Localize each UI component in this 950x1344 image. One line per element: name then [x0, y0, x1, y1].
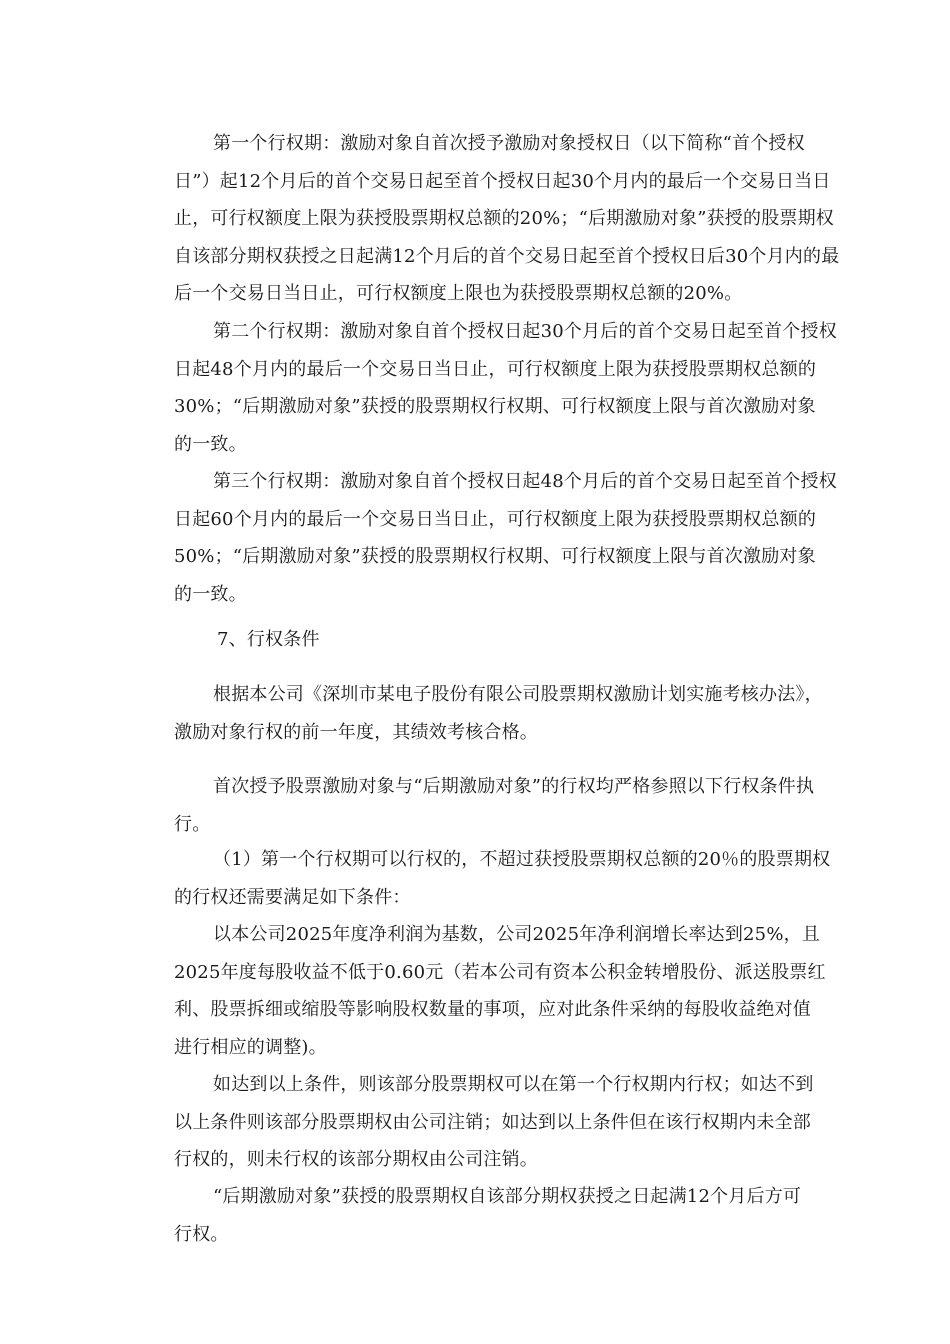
- text-line: 第一个行权期：激励对象自首次授予激励对象授权日（以下简称“首个授权: [213, 133, 805, 154]
- text-line: 以上条件则该部分股票期权由公司注销；如达到以上条件但在该行权期内未全部: [174, 1111, 811, 1133]
- paragraph-exercise-period-2: [135, 313, 835, 463]
- text-line: 行权。: [174, 1223, 229, 1245]
- text-line: 自该部分期权获授之日起满12个月后的首个交易日起至首个授权日后30个月内的最: [174, 245, 840, 267]
- text-line: 第三个行权期：激励对象自首个授权日起48个月后的首个交易日起至首个授权: [213, 471, 837, 492]
- text-line: 行权的，则未行权的该部分期权由公司注销。: [174, 1149, 538, 1170]
- text-line: 首次授予股票激励对象与“后期激励对象”的行权均严格参照以下行权条件执: [213, 776, 815, 797]
- paragraph-cancellation-rule: [135, 1066, 835, 1179]
- text-line: 日起60个月内的最后一个交易日当日止，可行权额度上限为获授股票期权总额的: [174, 508, 817, 530]
- paragraph-condition-1: [135, 841, 835, 916]
- paragraph-exercise-period-1: [135, 125, 840, 313]
- paragraph-exercise-period-3: [135, 463, 835, 613]
- text-line: 止，可行权额度上限为获授股票期权总额的20%；“后期激励对象”获授的股票期权: [174, 208, 835, 229]
- text-line: 30%；“后期激励对象”获授的股票期权行权期、可行权额度上限与首次激励对象: [174, 396, 816, 417]
- text-line: 日起48个月内的最后一个交易日当日止，可行权额度上限为获授股票期权总额的: [174, 358, 817, 380]
- text-line: 2025年度每股收益不低于0.60元（若本公司有资本公积金转增股份、派送股票红: [174, 961, 826, 983]
- text-line: 50%；“后期激励对象”获授的股票期权行权期、可行权额度上限与首次激励对象: [174, 546, 816, 567]
- paragraph-later-grantees: [135, 1178, 835, 1253]
- text-line: 如达到以上条件，则该部分股票期权可以在第一个行权期内行权；如达不到: [213, 1074, 814, 1095]
- section-heading-text: 7、行权条件: [217, 629, 320, 650]
- text-line: 第二个行权期：激励对象自首个授权日起30个月后的首个交易日起至首个授权: [213, 321, 837, 342]
- text-line: 进行相应的调整)。: [174, 1036, 327, 1058]
- paragraph-assessment-basis: [135, 676, 835, 751]
- text-line: 行。: [174, 813, 211, 835]
- text-line: 根据本公司《深圳市某电子股份有限公司股票期权激励计划实施考核办法》，: [213, 684, 823, 705]
- text-line: 后一个交易日当日止，可行权额度上限也为获授股票期权总额的20%。: [174, 283, 743, 304]
- paragraph-conditions-intro: [135, 768, 835, 843]
- text-line: 的一致。: [174, 433, 247, 455]
- text-line: 的一致。: [174, 583, 247, 605]
- text-line: 利、股票拆细或缩股等影响股权数量的事项，应对此条件采纳的每股收益绝对值: [174, 999, 811, 1020]
- text-line: 激励对象行权的前一年度，其绩效考核合格。: [174, 721, 538, 743]
- text-line: 以本公司2025年度净利润为基数，公司2025年净利润增长率达到25%，且: [213, 924, 821, 945]
- section-heading-exercise-conditions: [135, 621, 835, 659]
- text-line: 的行权还需要满足如下条件：: [174, 886, 411, 908]
- text-line: 日”）起12个月后的首个交易日起至首个授权日起30个月内的最后一个交易日当日: [174, 170, 831, 192]
- text-line: “后期激励对象”获授的股票期权自该部分期权获授之日起满12个月后方可: [213, 1186, 802, 1207]
- text-line: （1）第一个行权期可以行权的，不超过获授股票期权总额的20％的股票期权: [213, 849, 831, 870]
- paragraph-profit-target: [135, 916, 835, 1066]
